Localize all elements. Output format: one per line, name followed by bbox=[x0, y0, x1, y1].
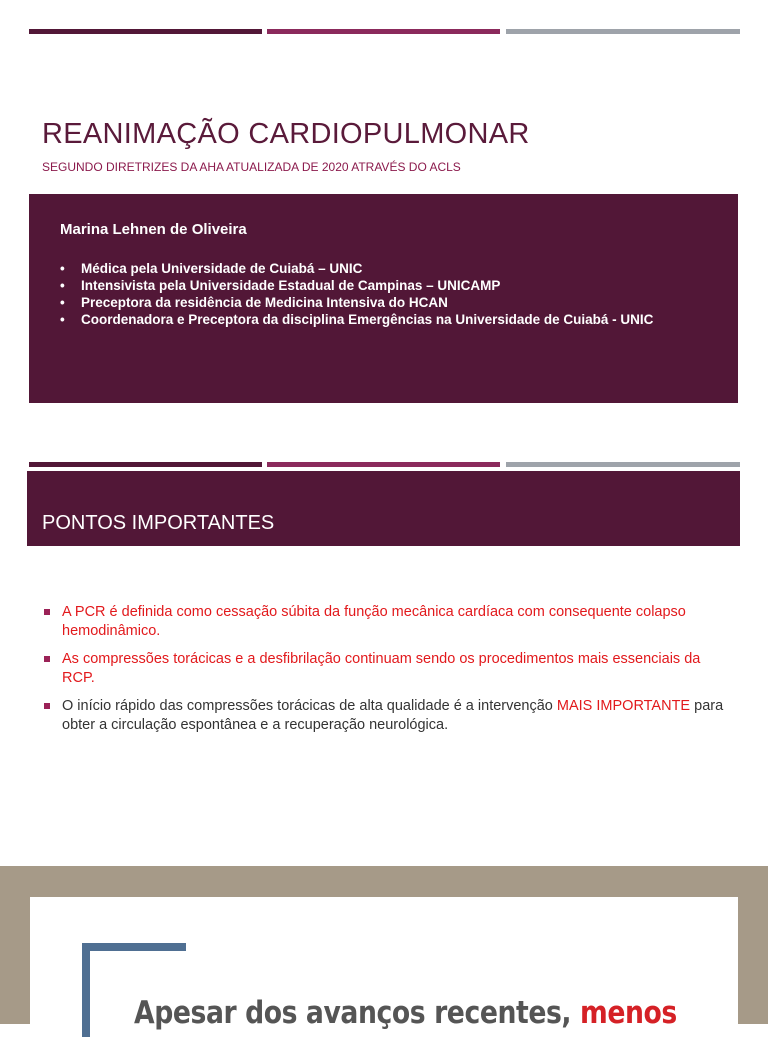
slide3-card bbox=[30, 897, 738, 1037]
author-info-box bbox=[29, 194, 738, 403]
list-item bbox=[44, 697, 734, 735]
list-item bbox=[44, 650, 734, 688]
square-bullet-icon bbox=[44, 656, 50, 662]
author-name: Marina Lehnen de Oliveira bbox=[60, 221, 247, 238]
point-text: As compressões torácicas e a desfibrilação continuam sendo os procedimentos mais essenciais da RCP. bbox=[62, 651, 701, 686]
quote-start: Apesar dos avanços recentes, bbox=[134, 995, 580, 1031]
square-bullet-icon bbox=[44, 609, 50, 615]
square-bullet-icon bbox=[44, 703, 50, 709]
point-text-after: para obter a circulação espontânea e a recuperação neurológica. bbox=[62, 698, 724, 733]
bar-segment-dark bbox=[29, 462, 262, 467]
credential-item: • Médica pela Universidade de Cuiabá – UNIC bbox=[60, 260, 653, 277]
bar-segment-magenta bbox=[267, 29, 500, 34]
bar-segment-gray bbox=[506, 29, 740, 34]
point-text-before: O início rápido das compressões torácicas de alta qualidade é a intervenção bbox=[62, 698, 557, 714]
section-title: PONTOS IMPORTANTES bbox=[42, 512, 275, 534]
section-header bbox=[27, 471, 740, 546]
slide3-background bbox=[0, 866, 768, 1031]
point-highlight: MAIS IMPORTANTE bbox=[556, 698, 691, 714]
key-points-list bbox=[44, 603, 734, 744]
credential-item: • Intensivista pela Universidade Estadual de Campinas – UNICAMP bbox=[60, 277, 653, 294]
bar-segment-gray bbox=[506, 462, 740, 467]
slide-title: REANIMAÇÃO CARDIOPULMONAR bbox=[42, 118, 530, 150]
frame-bracket-left bbox=[82, 943, 90, 1037]
bar-segment-magenta bbox=[267, 462, 500, 467]
slide-subtitle: SEGUNDO DIRETRIZES DA AHA ATUALIZADA DE 2020 ATRAVÉS DO ACLS bbox=[42, 160, 461, 174]
slide2-top-bar bbox=[29, 462, 740, 467]
list-item bbox=[44, 603, 734, 641]
quote-highlight: menos bbox=[579, 995, 677, 1031]
slide1-top-bar bbox=[29, 29, 740, 34]
credentials-list bbox=[60, 260, 653, 328]
bar-segment-dark bbox=[29, 29, 262, 34]
credential-item: • Coordenadora e Preceptora da disciplina Emergências na Universidade de Cuiabá - UNIC bbox=[60, 311, 653, 328]
credential-item: • Preceptora da residência de Medicina Intensiva do HCAN bbox=[60, 294, 653, 311]
point-text: A PCR é definida como cessação súbita da função mecânica cardíaca com consequente colapso hemodinâmico. bbox=[62, 604, 686, 639]
quote-text bbox=[134, 995, 677, 1031]
frame-bracket-top bbox=[82, 943, 186, 951]
